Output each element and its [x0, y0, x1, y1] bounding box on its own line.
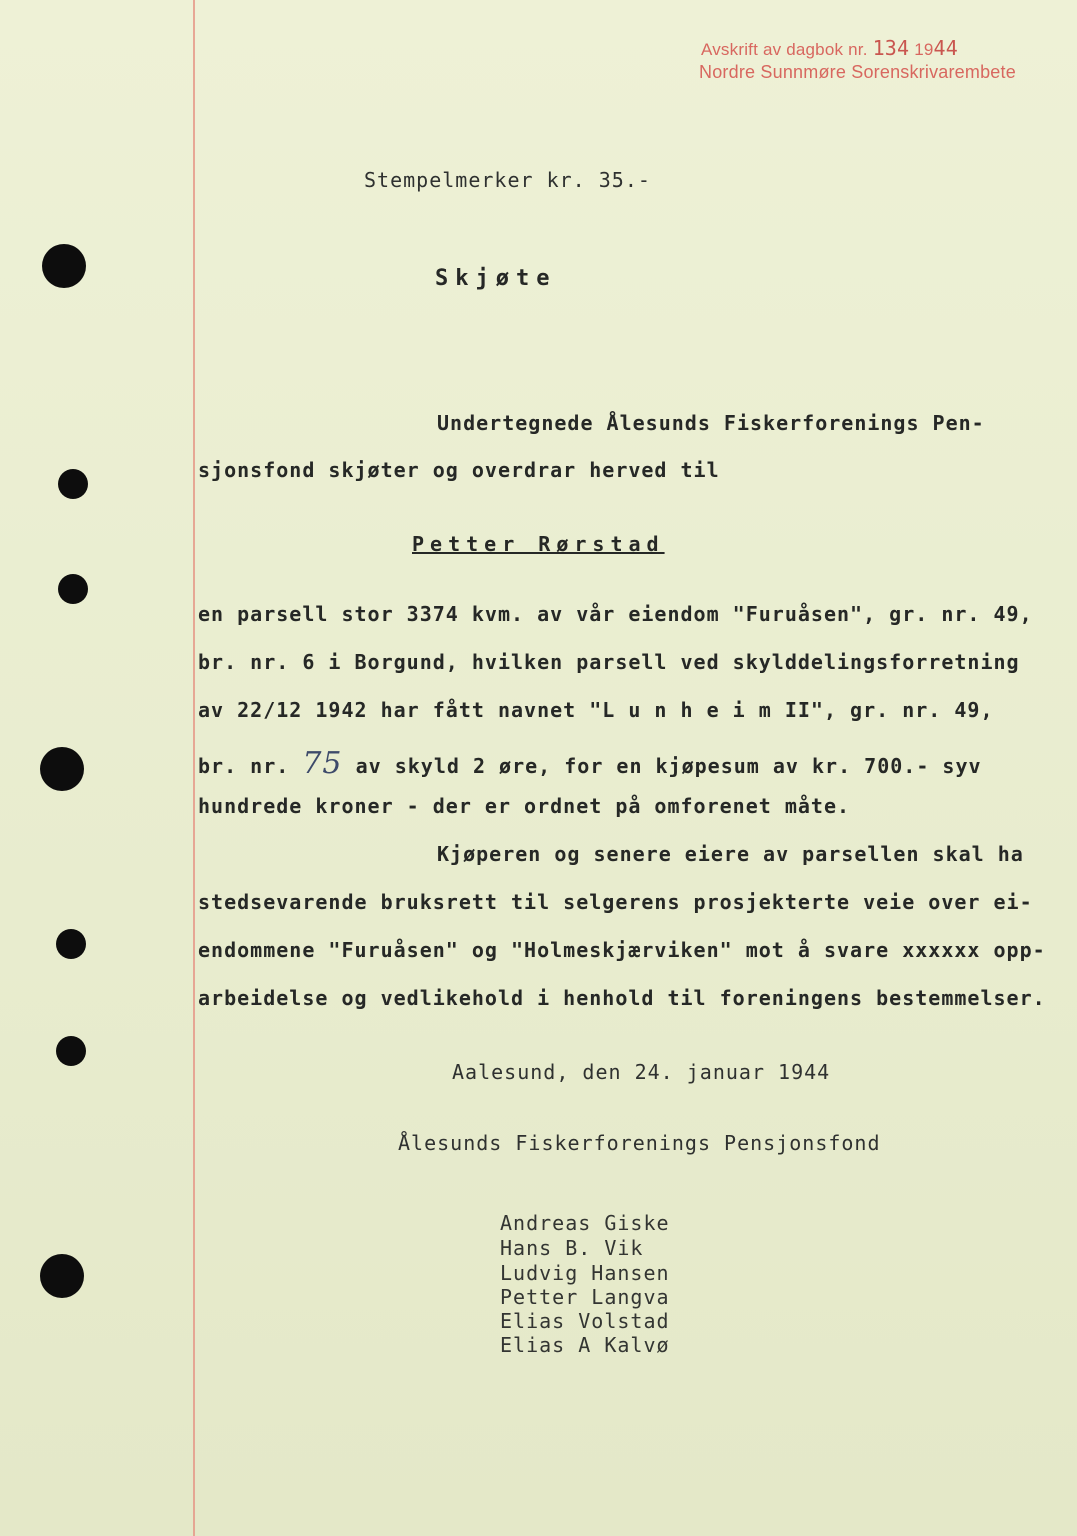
signature: Elias A Kalvø	[500, 1333, 670, 1357]
body-text: av skyld 2 øre, for en kjøpesum av kr. 700.- syv	[355, 754, 982, 778]
stamp-label: Avskrift av dagbok nr.	[701, 40, 868, 59]
registry-stamp-line1	[701, 36, 958, 60]
signature: Ludvig Hansen	[500, 1261, 670, 1285]
body-line: Undertegnede Ålesunds Fiskerforenings Pen-	[437, 411, 985, 435]
stamp-year-suffix: 44	[933, 36, 959, 60]
signature: Petter Langva	[500, 1285, 670, 1309]
punch-hole	[58, 469, 88, 499]
body-line: br. nr. 6 i Borgund, hvilken parsell ved skylddelingsforretning	[198, 650, 1020, 674]
punch-hole	[40, 1254, 84, 1298]
punch-hole	[58, 574, 88, 604]
punch-hole	[40, 747, 84, 791]
body-line: hundrede kroner - der er ordnet på omforenet måte.	[198, 794, 851, 818]
stamp-year-prefix: 19	[914, 40, 934, 59]
body-line: arbeidelse og vedlikehold i henhold til foreningens bestemmelser.	[198, 986, 1046, 1010]
punch-hole	[56, 929, 86, 959]
body-line: endommene "Furuåsen" og "Holmeskjærviken" mot å svare xxxxxx opp-	[198, 938, 1046, 962]
signature: Elias Volstad	[500, 1309, 670, 1333]
body-line: sjonsfond skjøter og overdrar herved til	[198, 458, 720, 482]
signature: Hans B. Vik	[500, 1236, 644, 1260]
handwritten-number: 75	[302, 746, 343, 781]
organization-name: Ålesunds Fiskerforenings Pensjonsfond	[398, 1131, 881, 1155]
body-line: stedsevarende bruksrett til selgerens prosjekterte veie over ei-	[198, 890, 1033, 914]
body-line: Kjøperen og senere eiere av parsellen skal ha	[437, 842, 1024, 866]
punch-hole	[56, 1036, 86, 1066]
body-text: br. nr.	[198, 754, 290, 778]
body-line: av 22/12 1942 har fått navnet "L u n h e i m II", gr. nr. 49,	[198, 698, 994, 722]
punch-hole	[42, 244, 86, 288]
body-line	[198, 746, 982, 781]
registry-stamp-line2: Nordre Sunnmøre Sorenskrivarembete	[699, 62, 1016, 82]
place-date: Aalesund, den 24. januar 1944	[452, 1060, 831, 1084]
stamp-duty-note: Stempelmerker kr. 35.-	[364, 168, 651, 192]
signature: Andreas Giske	[500, 1211, 670, 1235]
body-line: en parsell stor 3374 kvm. av vår eiendom "Furuåsen", gr. nr. 49,	[198, 602, 1033, 626]
buyer-name: Petter Rørstad	[412, 532, 665, 556]
margin-line	[193, 0, 195, 1536]
dagbok-number: 134	[872, 36, 910, 60]
document-title: Skjøte	[435, 266, 557, 291]
